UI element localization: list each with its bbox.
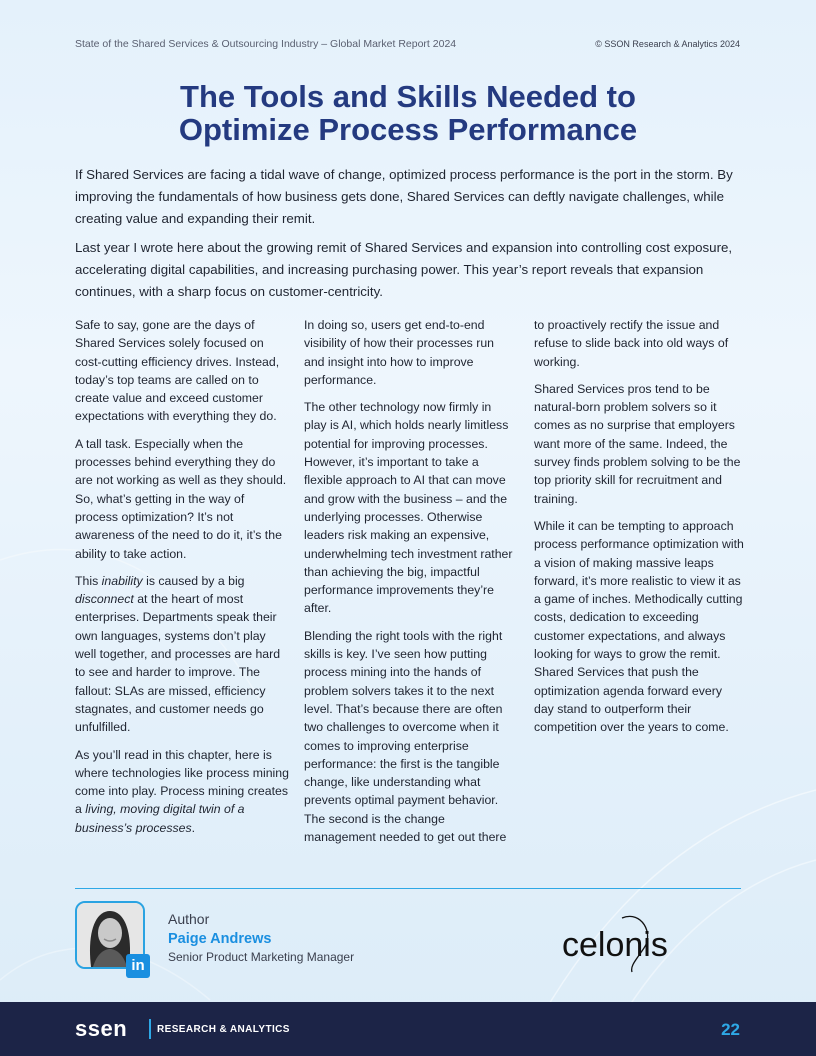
section-divider (75, 888, 741, 889)
ssn-logo: ssen (75, 1016, 128, 1041)
author-name: Paige Andrews (168, 931, 272, 947)
emphasis-disconnect: disconnect (75, 592, 134, 607)
text-run: This (75, 573, 102, 588)
celonis-wordmark: celonis (562, 926, 668, 964)
paragraph: The other technology now firmly in play is AI, which holds nearly limitless potential for improving processes. However, it’s important to take a flexible approach to AI that can move and grow with the business – and the underlying processes. Otherwise leaders risk making an expensive, underwhelming tech investment rather than achieving the big, impactful performance improvements they’re after. (304, 400, 513, 616)
footer-separator (149, 1019, 151, 1039)
intro-paragraph-2: Last year I wrote here about the growing remit of Shared Services and expansion into controlling cost exposure, accelerating digital capabilities, and increasing purchasing power. This year’s report reveals that expansion continues, with a sharp focus on customer-centricity. (75, 240, 733, 299)
body-column-1 (75, 316, 289, 846)
text-run: . (191, 820, 196, 835)
paragraph: to proactively rectify the issue and refuse to slide back into old ways of working. (534, 318, 729, 369)
celonis-logo (560, 914, 700, 974)
paragraph: A tall task. Especially when the processes behind everything they do are not working as well as they should. So, what’s getting in the way of process optimization? It’s not awareness of the need to do it, it’s the ability to take action. (75, 436, 287, 561)
text-run: at the heart of most enterprises. Departments speak their own languages, systems don’t play well together, and processes are hard to see and harder to improve. The fallout: SLAs are missed, efficiency stagnates, and customer needs go unfulfilled. (75, 592, 281, 735)
page-title (75, 80, 741, 146)
footer-tagline: RESEARCH & ANALYTICS (157, 1024, 290, 1035)
paragraph: Blending the right tools with the right skills is key. I’ve seen how putting process mining into the hands of problem solvers takes it to the next level. That’s because there are often two challenges to overcome when it comes to improving enterprise performance: the first is the tangible change, like understanding what prevents optimal payment behavior. The second is the change management needed to get out there (304, 628, 507, 845)
emphasis-inability: inability (101, 573, 143, 588)
title-line-2: Optimize Process Performance (178, 112, 638, 147)
paragraph: Shared Services pros tend to be natural-born problem solvers so it comes as no surprise that employers want more of the same. Indeed, the survey finds problem solving to be the top priority skill for recruitment and training. (534, 381, 741, 506)
paragraph: In doing so, users get end-to-end visibility of how their processes run and insight into how to improve performance. (304, 318, 494, 387)
paragraph: Safe to say, gone are the days of Shared Services solely focused on cost-cutting efficiency drives. Instead, today’s top teams are called on to create value and exceed customer expectations with everything they do. (75, 318, 280, 424)
body-column-2 (304, 316, 516, 855)
page-footer (0, 1002, 816, 1056)
body-column-3 (534, 316, 744, 746)
emphasis-digital-twin: living, moving digital twin of a business’s processes (75, 802, 245, 835)
author-label: Author (168, 911, 210, 927)
page-number: 22 (721, 1020, 740, 1039)
text-run: is caused by a big (142, 573, 245, 588)
author-job-title: Senior Product Marketing Manager (168, 950, 355, 964)
linkedin-icon[interactable]: in (126, 954, 150, 978)
copyright-notice: © SSON Research & Analytics 2024 (595, 39, 740, 49)
paragraph: While it can be tempting to approach process performance optimization with a vision of making massive leaps forward, it’s more realistic to view it as a game of inches. Methodically cutting costs, dedication to exceeding customer expectations, and always looking for ways to grow the remit. Shared Services that push the optimization agenda forward every day stand to outperform their competition over the years to come. (534, 518, 744, 735)
paragraph (75, 746, 289, 837)
report-header-title: State of the Shared Services & Outsourcing Industry – Global Market Report 2024 (75, 38, 457, 50)
paragraph (75, 572, 289, 737)
intro-paragraph-1: If Shared Services are facing a tidal wave of change, optimized process performance is the port in the storm. By improving the fundamentals of how business gets done, Shared Services can deftly navigate challenges, while creating value and expanding their remit. (75, 167, 733, 226)
title-line-1: The Tools and Skills Needed to (180, 79, 636, 114)
text-run: As you’ll read in this chapter, here is where technologies like process mining come into play. Process mining creates a (75, 747, 289, 817)
